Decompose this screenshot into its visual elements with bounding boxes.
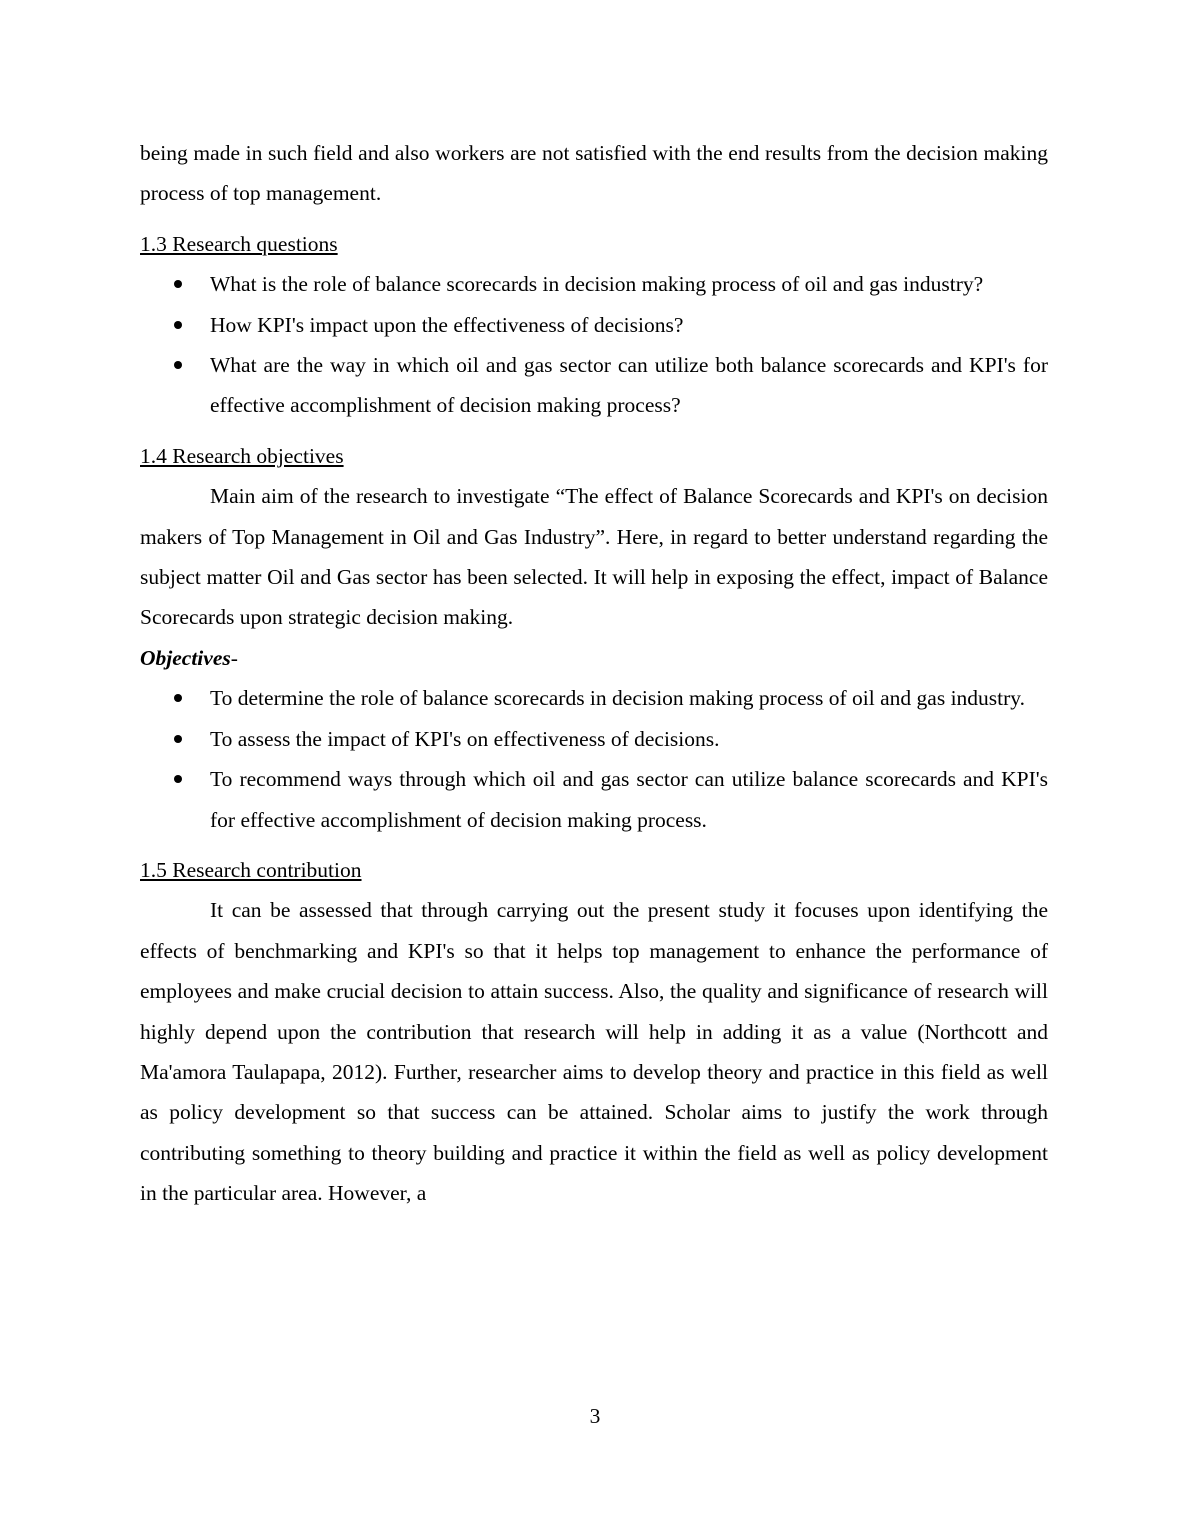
list-item bbox=[140, 305, 1048, 345]
bullet-icon bbox=[174, 280, 182, 288]
objectives-list bbox=[140, 678, 1048, 840]
bullet-icon bbox=[174, 775, 182, 783]
list-item bbox=[140, 759, 1048, 840]
list-item bbox=[140, 678, 1048, 718]
research-contribution-heading: 1.5 Research contribution bbox=[140, 857, 362, 882]
objectives-paragraph: Main aim of the research to investigate “The effect of Balance Scorecards and KPI's on decision makers of Top Management in Oil and Gas Industry”. Here, in regard to better understand regarding the subject matter Oil and Gas sector has been selected. It will help in exposing the effect, impact of Balance Scorecards upon strategic decision making. bbox=[140, 484, 1048, 630]
bullet-icon bbox=[174, 694, 182, 702]
list-item-text: To assess the impact of KPI's on effectiveness of decisions. bbox=[210, 726, 720, 751]
list-item-text: What is the role of balance scorecards in decision making process of oil and gas industry? bbox=[210, 272, 984, 297]
list-item bbox=[140, 345, 1048, 426]
research-questions-heading: 1.3 Research questions bbox=[140, 231, 338, 256]
intro-paragraph: being made in such field and also workers are not satisfied with the end results from the decision making process of top management. bbox=[140, 141, 1048, 206]
list-item-text: To recommend ways through which oil and gas sector can utilize balance scorecards and KPI's for effective accomplishment of decision making process. bbox=[210, 767, 1048, 832]
page-number: 3 bbox=[589, 1404, 601, 1428]
list-item-text: How KPI's impact upon the effectiveness of decisions? bbox=[210, 312, 684, 337]
research-objectives-heading: 1.4 Research objectives bbox=[140, 443, 344, 468]
bullet-icon bbox=[174, 361, 182, 369]
research-questions-list bbox=[140, 264, 1048, 426]
bullet-icon bbox=[174, 735, 182, 743]
list-item bbox=[140, 719, 1048, 759]
list-item-text: What are the way in which oil and gas sector can utilize both balance scorecards and KPI's for effective accomplishment of decision making process? bbox=[210, 353, 1048, 418]
objectives-label: Objectives bbox=[140, 645, 231, 670]
contribution-paragraph: It can be assessed that through carrying out the present study it focuses upon identifying the effects of benchmarking and KPI's so that it helps top management to enhance the performance of employees and make crucial decision to attain success. Also, the quality and significance of research will highly depend upon the contribution that research will help in adding it as a value (Northcott and Ma'amora Taulapapa, 2012). Further, researcher aims to develop theory and practice in this field as well as policy development so that success can be attained. Scholar aims to justify the work through contributing something to theory building and practice it within the field as well as policy development in the particular area. However, a bbox=[140, 898, 1048, 1206]
bullet-icon bbox=[174, 321, 182, 329]
objectives-label-suffix: - bbox=[230, 645, 238, 670]
objectives-label-line bbox=[140, 638, 1048, 678]
list-item bbox=[140, 264, 1048, 304]
list-item-text: To determine the role of balance scorecards in decision making process of oil and gas industry. bbox=[210, 686, 1026, 711]
document-page bbox=[140, 133, 1048, 1214]
